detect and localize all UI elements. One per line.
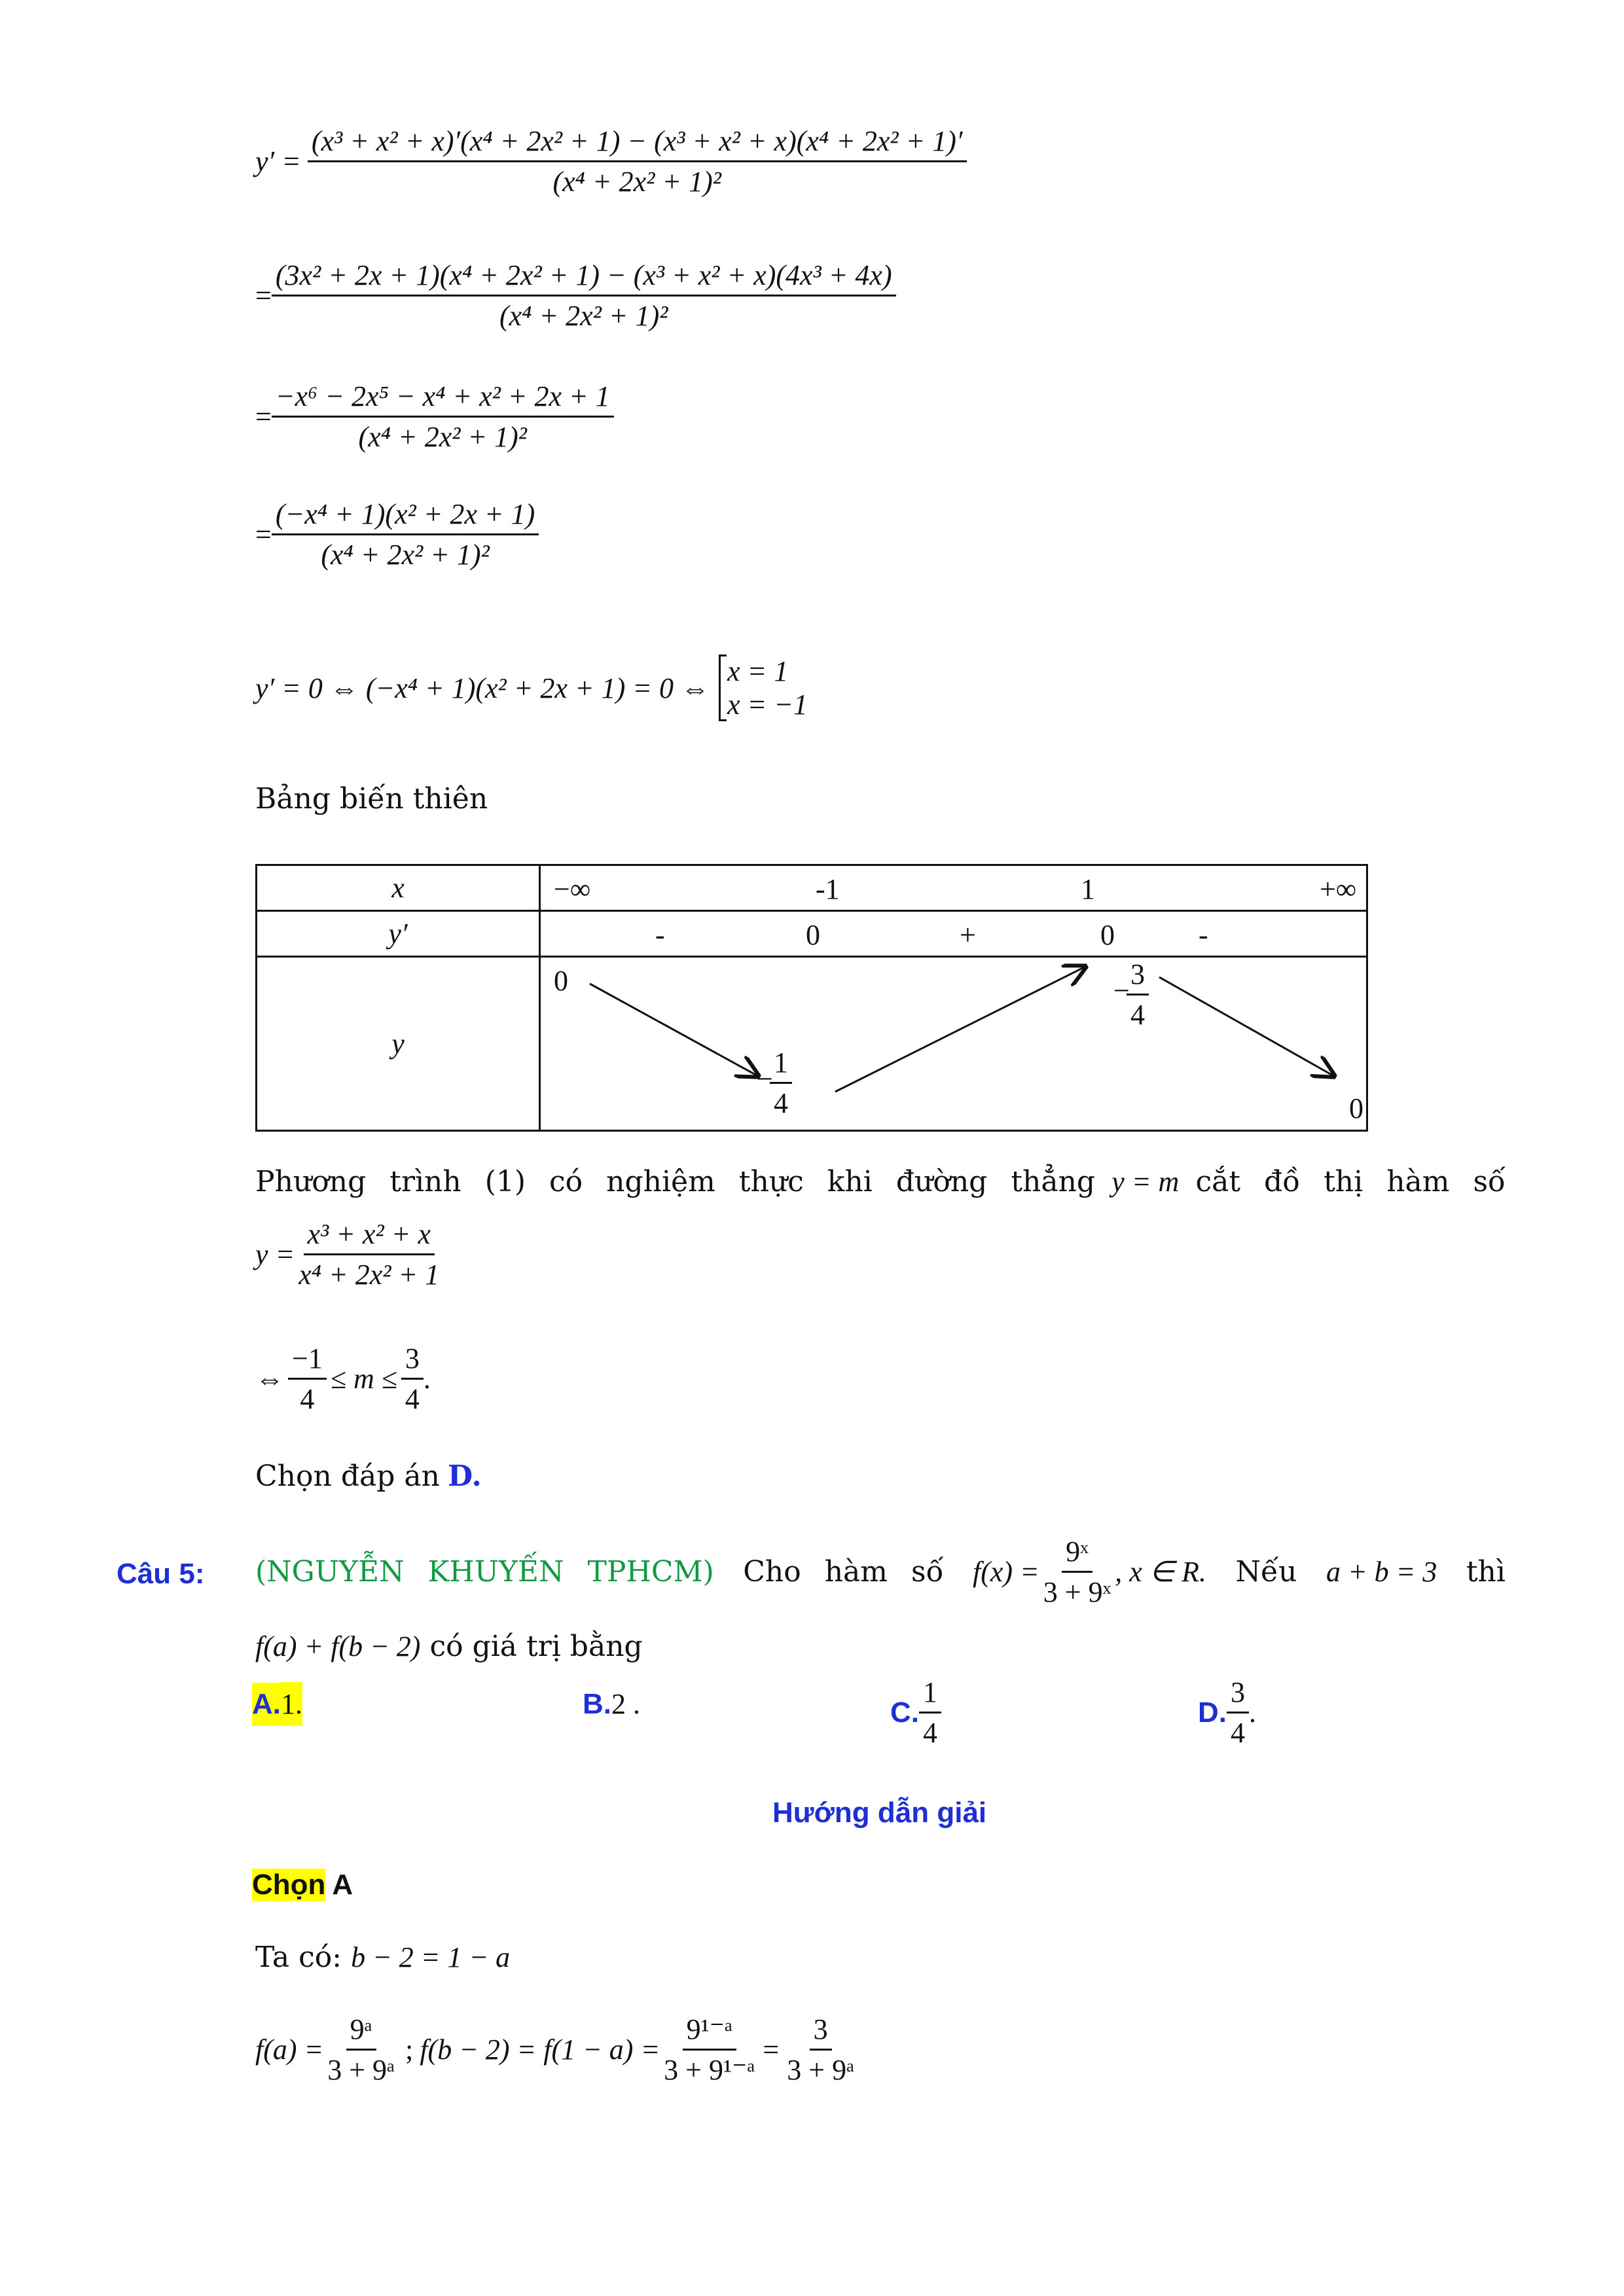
fraction-numerator: 3 <box>1127 958 1149 996</box>
sign: 0 <box>1100 919 1115 951</box>
fraction-denominator: 3 + 9ˣ <box>1043 1576 1111 1608</box>
derivative-line-1 <box>255 124 967 198</box>
arrow-decreasing-2 <box>1159 977 1333 1075</box>
yprime-signs-cell <box>540 911 1367 957</box>
function-fraction <box>295 1217 443 1291</box>
function-lhs: y = <box>255 1238 295 1270</box>
question-text: Cho hàm số <box>743 1555 944 1588</box>
fraction-denominator: 4 <box>1231 1717 1245 1749</box>
y-end-value: 0 <box>1349 1092 1363 1124</box>
option-letter: B. <box>583 1687 611 1720</box>
period: . <box>423 1363 431 1395</box>
x-value: -1 <box>816 873 840 905</box>
fraction-denominator: x⁴ + 2x² + 1 <box>298 1259 440 1291</box>
question-text: thì <box>1466 1555 1506 1588</box>
x-values-cell <box>540 865 1367 911</box>
ta-co-line <box>255 1941 510 1974</box>
fraction-numerator: 1 <box>919 1676 941 1713</box>
ta-co-text: Ta có: <box>255 1941 342 1974</box>
fb-lhs: f(b − 2) = f(1 − a) = <box>420 2034 660 2066</box>
answer-line <box>255 1460 482 1493</box>
y-min-sign: − <box>757 1063 773 1095</box>
expression: f(a) + f(b − 2) <box>255 1630 421 1662</box>
root-1: x = 1 <box>727 655 789 687</box>
arrow-decreasing-1 <box>590 984 757 1075</box>
derivative-line-4 <box>255 497 539 571</box>
derivative-fraction-3 <box>272 380 614 454</box>
fraction-denominator: (x⁴ + 2x² + 1)² <box>499 300 668 332</box>
derivative-lhs: y′ = <box>255 145 301 177</box>
fraction-denominator: 3 + 9¹⁻ᵃ <box>664 2054 755 2086</box>
option-a[interactable] <box>252 1682 302 1726</box>
inequality: ≤ m ≤ <box>330 1363 397 1395</box>
fraction-numerator: (x³ + x² + x)′(x⁴ + 2x² + 1) − (x³ + x² + x)(x⁴ + 2x² + 1)′ <box>308 124 967 162</box>
question-source: (NGUYỄN KHUYẾN TPHCM) <box>255 1555 714 1588</box>
zero-equation: y′ = 0 ⇔ (−x⁴ + 1)(x² + 2x + 1) = 0 ⇔ <box>255 672 710 704</box>
chosen-answer: D. <box>447 1460 482 1493</box>
function-def <box>973 1535 1206 1609</box>
separator: ; <box>405 2034 414 2066</box>
option-fraction <box>1227 1676 1249 1749</box>
fraction-numerator: (3x² + 2x + 1)(x⁴ + 2x² + 1) − (x³ + x² + x)(4x³ + 4x) <box>272 259 896 296</box>
fraction-denominator: 3 + 9ᵃ <box>327 2054 395 2086</box>
equals-sign: = <box>255 279 272 312</box>
fraction-numerator: 3 <box>401 1342 424 1380</box>
fraction-denominator: 4 <box>774 1087 788 1119</box>
fa-fraction <box>323 2013 399 2087</box>
arrow-increasing <box>835 967 1084 1092</box>
solution-choice <box>252 1869 353 1901</box>
fa-lhs: f(a) = <box>255 2034 324 2066</box>
y-start-value: 0 <box>554 965 568 997</box>
domain-text: , x ∈ R. <box>1115 1556 1207 1588</box>
choose-letter: A <box>332 1869 353 1901</box>
solution-heading: Hướng dẫn giải <box>772 1797 987 1829</box>
yprime-label: y′ <box>257 911 540 957</box>
condition: a + b = 3 <box>1326 1556 1437 1588</box>
fraction-numerator: 1 <box>770 1046 792 1084</box>
x-label: x <box>257 865 540 911</box>
fraction-numerator: 3 <box>810 2013 832 2051</box>
fraction-denominator: 4 <box>300 1383 315 1415</box>
equals-sign: = <box>255 518 272 550</box>
range-inequality <box>255 1342 431 1416</box>
option-fraction <box>919 1676 941 1749</box>
fraction-numerator: (−x⁴ + 1)(x² + 2x + 1) <box>272 497 539 535</box>
upper-bound <box>401 1342 424 1416</box>
fraction-denominator: (x⁴ + 2x² + 1)² <box>358 421 527 453</box>
fb-fraction <box>660 2013 759 2087</box>
sign: + <box>960 919 976 951</box>
option-letter: A. <box>252 1683 281 1726</box>
option-value: 1. <box>281 1682 302 1726</box>
choose-label: Chọn <box>252 1869 326 1901</box>
fraction-numerator: −1 <box>288 1342 327 1380</box>
question-label: Câu 5: <box>117 1558 205 1590</box>
derivative-fraction-2 <box>272 259 896 332</box>
fb-simplified-fraction <box>783 2013 858 2087</box>
function-lhs: f(x) = <box>973 1556 1039 1588</box>
fraction-numerator: 9ᵃ <box>346 2013 376 2051</box>
option-letter: D. <box>1198 1696 1227 1729</box>
variation-table <box>255 864 1368 1132</box>
fraction-numerator: −x⁶ − 2x⁵ − x⁴ + x² + 2x + 1 <box>272 380 614 418</box>
y-max-sign: − <box>1113 975 1130 1007</box>
fraction-denominator: (x⁴ + 2x² + 1)² <box>552 166 721 198</box>
iff-symbol: ⇔ <box>255 1363 284 1395</box>
ta-co-expression: b − 2 = 1 − a <box>351 1941 511 1973</box>
option-tail: . <box>1249 1696 1256 1729</box>
conclusion-text: cắt đồ thị hàm số <box>1195 1165 1506 1198</box>
conclusion-line-1 <box>255 1165 1506 1198</box>
option-letter: C. <box>890 1696 919 1729</box>
derivative-line-2 <box>255 259 896 332</box>
fraction-denominator: 3 + 9ᵃ <box>787 2054 855 2086</box>
y-label: y <box>257 957 540 1131</box>
sign: 0 <box>806 919 820 951</box>
option-b[interactable] <box>583 1687 640 1721</box>
table-heading: Bảng biến thiên <box>255 782 488 816</box>
question-text: có giá trị bằng <box>429 1630 643 1663</box>
line-equation: y = m <box>1111 1166 1180 1198</box>
choose-answer-text: Chọn đáp án <box>255 1460 440 1493</box>
y-variation-cell <box>540 957 1367 1131</box>
sign: - <box>655 919 665 951</box>
fraction-denominator: 4 <box>1130 999 1145 1031</box>
lower-bound <box>288 1342 327 1416</box>
x-value: −∞ <box>554 873 591 905</box>
x-value: +∞ <box>1320 873 1357 905</box>
fraction-numerator: x³ + x² + x <box>304 1217 435 1255</box>
derivative-fraction-4 <box>272 497 539 571</box>
question-line-1 <box>255 1535 1506 1609</box>
variation-arrows <box>541 958 1369 1132</box>
fraction-denominator: (x⁴ + 2x² + 1)² <box>321 539 490 571</box>
option-c[interactable] <box>890 1676 941 1749</box>
fraction-numerator: 9ˣ <box>1062 1535 1092 1573</box>
function-fraction <box>1039 1535 1115 1609</box>
question-text: Nếu <box>1235 1555 1297 1588</box>
function-values-line <box>255 2013 858 2087</box>
option-value: 2 . <box>611 1688 640 1720</box>
fraction-denominator: 4 <box>405 1383 420 1415</box>
equals-sign: = <box>763 2034 780 2066</box>
fraction-numerator: 3 <box>1227 1676 1249 1713</box>
fraction-numerator: 9¹⁻ᵃ <box>683 2013 736 2051</box>
derivative-line-3 <box>255 380 614 454</box>
critical-points-equation <box>255 655 808 721</box>
question-line-2 <box>255 1630 643 1663</box>
fraction-denominator: 4 <box>923 1717 937 1749</box>
derivative-fraction-1 <box>308 124 967 198</box>
equals-sign: = <box>255 401 272 433</box>
conclusion-text: Phương trình (1) có nghiệm thực khi đường thẳng <box>255 1165 1096 1198</box>
function-definition <box>255 1217 443 1291</box>
x-value: 1 <box>1081 873 1095 905</box>
sign: - <box>1199 919 1208 951</box>
root-2: x = −1 <box>727 689 808 721</box>
roots-bracket <box>719 655 808 721</box>
option-d[interactable] <box>1198 1676 1256 1749</box>
